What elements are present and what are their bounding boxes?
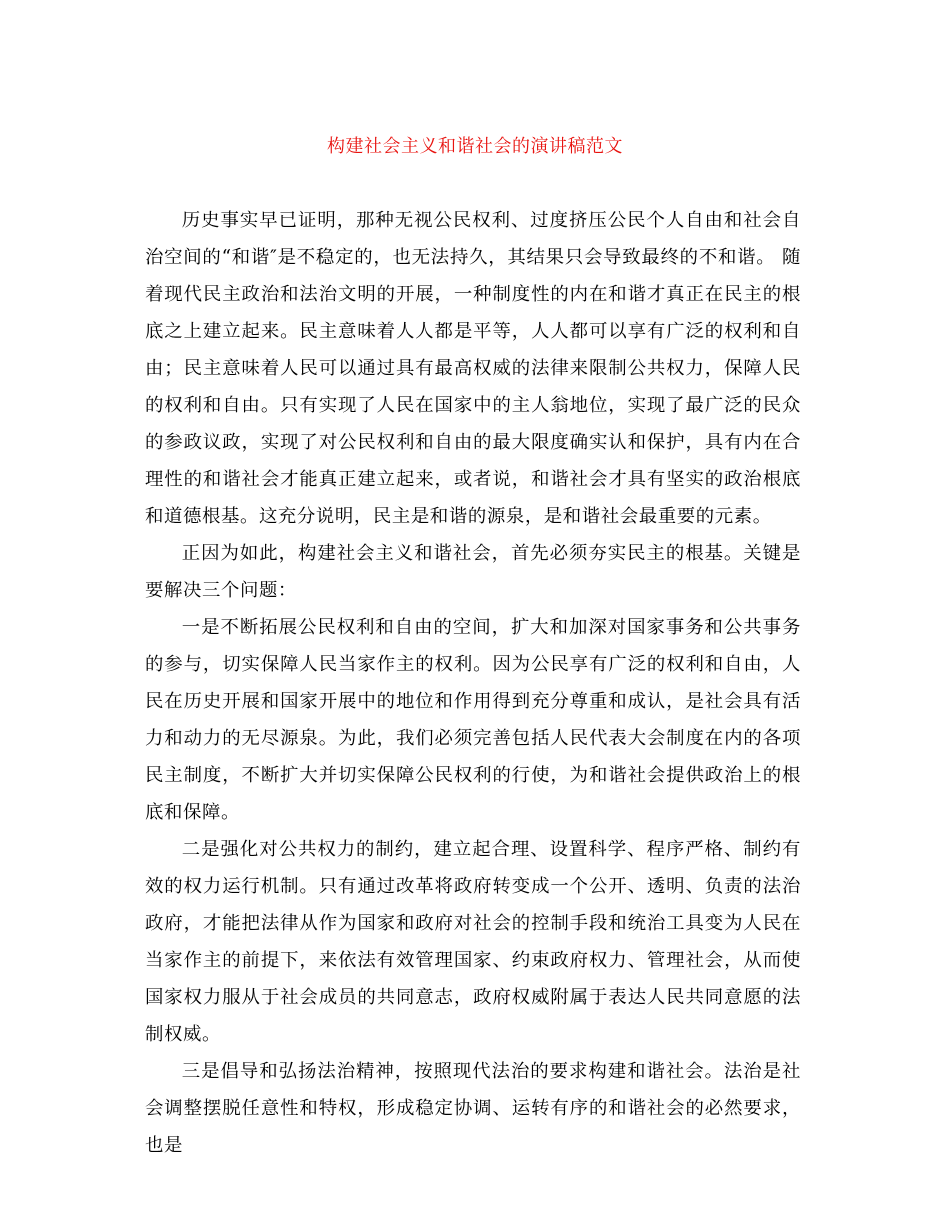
paragraph-3: 一是不断拓展公民权利和自由的空间，扩大和加深对国家事务和公共事务的参与，切实保障人民当家作主的权利。因为公民享有广泛的权利和自由，人民在历史开展和国家开展中的地位和作用得到充分尊重和成认，是社会具有活力和动力的无尽源泉。为此，我们必须完善包括人民代表大会制度在内的各项民主制度，不断扩大并切实保障公民权利的行使，为和谐社会提供政治上的根底和保障。 — [145, 617, 801, 823]
paragraph-1: 历史事实早已证明，那种无视公民权利、过度挤压公民个人自由和社会自治空间的“和谐″是不稳定的，也无法持久，其结果只会导致最终的不和谐。 随着现代民主政治和法治文明的开展，一种制度性的内在和谐才真正在民主的根底之上建立起来。民主意味着人人都是平等，人人都可以享有广泛的权利和自由；民主意味着人民可以通过具有最高权威的法律来限制公共权力，保障人民的权利和自由。只有实现了人民在国家中的主人翁地位，实现了最广泛的民众的参政议政，实现了对公民权利和自由的最大限度确实认和保护，具有内在合理性的和谐社会才能真正建立起来，或者说，和谐社会才具有坚实的政治根底和道德根基。这充分说明，民主是和谐的源泉，是和谐社会最重要的元素。 — [145, 210, 801, 527]
document-body — [145, 202, 801, 1164]
paragraph-5: 三是倡导和弘扬法治精神，按照现代法治的要求构建和谐社会。法治是社会调整摆脱任意性和特权，形成稳定协调、运转有序的和谐社会的必然要求，也是 — [145, 1061, 801, 1156]
paragraph-4: 二是强化对公共权力的制约，建立起合理、设置科学、程序严格、制约有效的权力运行机制。只有通过改革将政府转变成一个公开、透明、负责的法治政府，才能把法律从作为国家和政府对社会的控制手段和统治工具变为人民在当家作主的前提下，来依法有效管理国家、约束政府权力、管理社会，从而使国家权力服从于社会成员的共同意志，政府权威附属于表达人民共同意愿的法制权威。 — [145, 839, 801, 1045]
paragraph-2: 正因为如此，构建社会主义和谐社会，首先必须夯实民主的根基。关键是要解决三个问题： — [145, 543, 801, 601]
document-title: 构建社会主义和谐社会的演讲稿范文 — [327, 136, 623, 157]
